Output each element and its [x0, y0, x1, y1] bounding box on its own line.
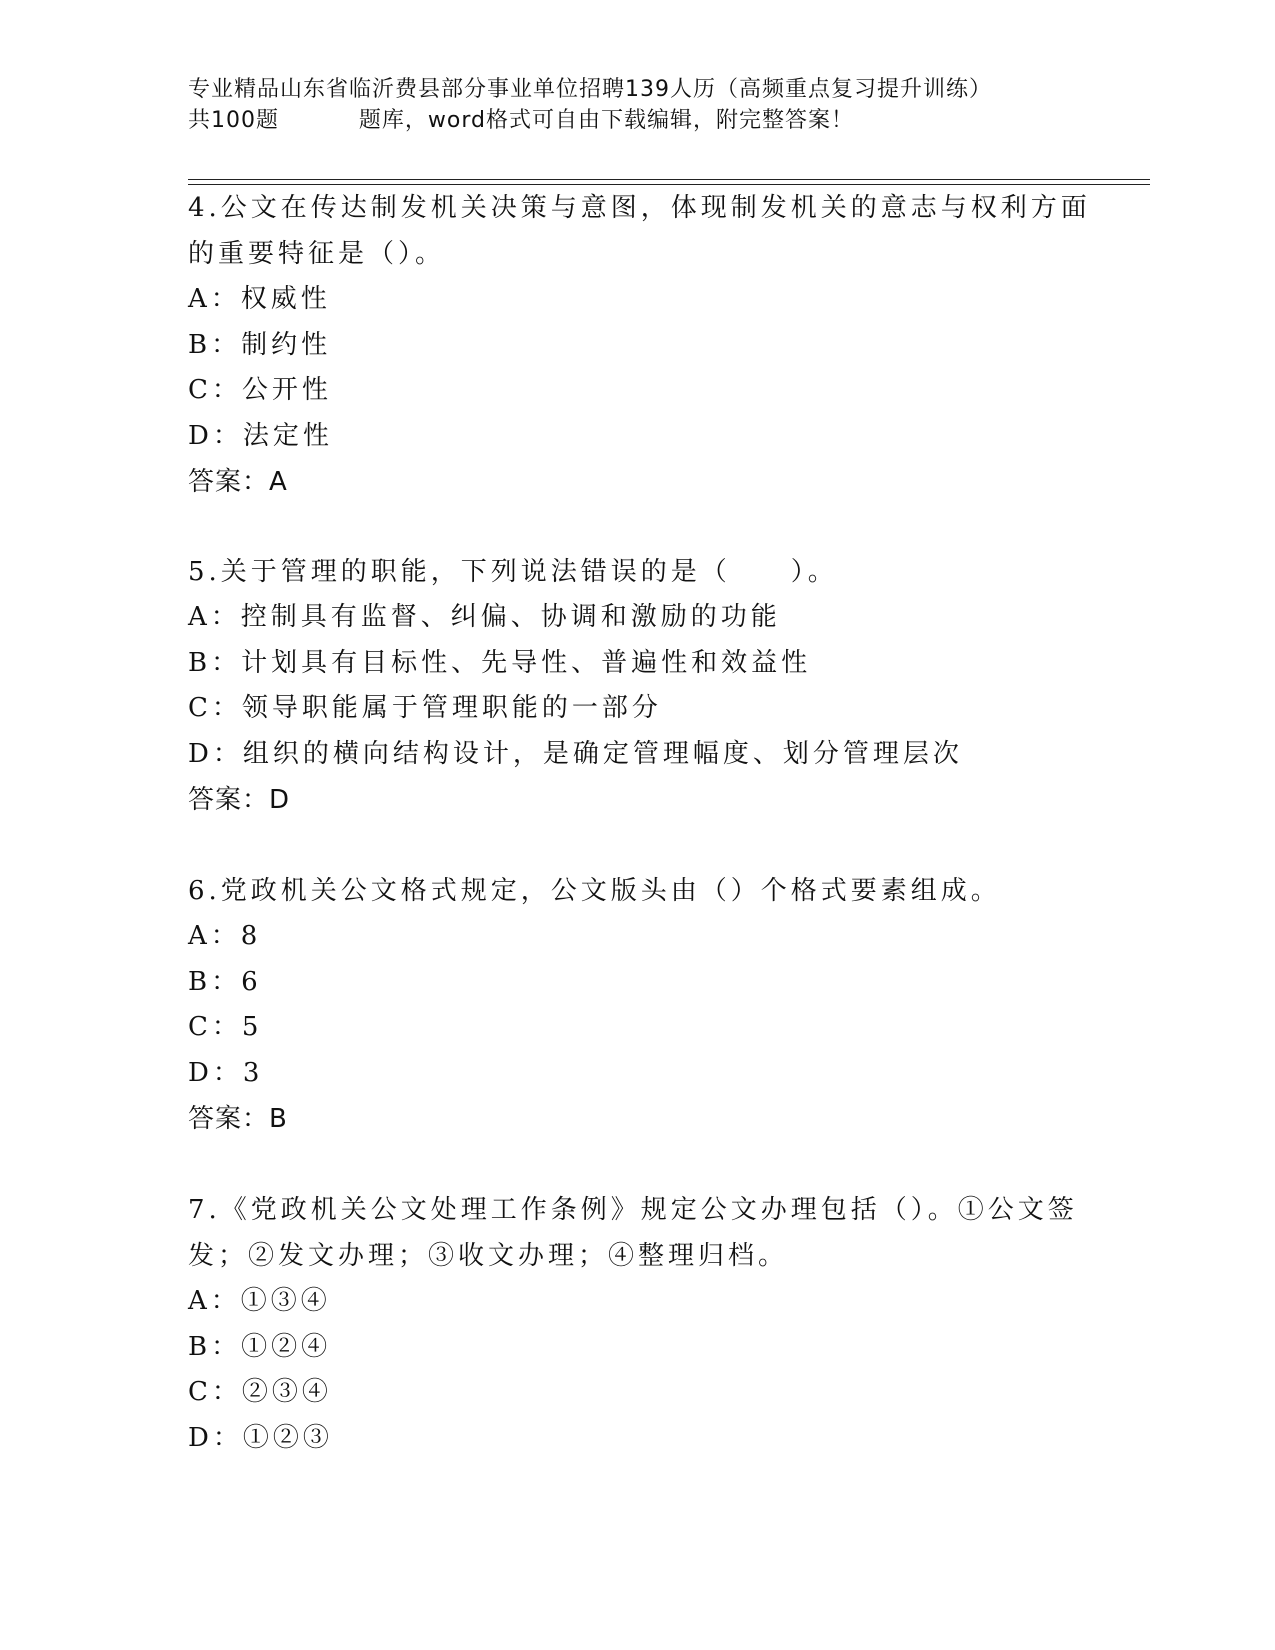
option-a: A：8 [188, 921, 262, 951]
option-c: C：领导职能属于管理职能的一部分 [188, 693, 662, 723]
header-divider-top [188, 179, 1150, 180]
header-title-line-1: 专业精品山东省临沂费县部分事业单位招聘139人历（高频重点复习提升训练） [188, 77, 992, 102]
answer: 答案：B [188, 1104, 288, 1134]
question-stem-continued: 发；②发文办理；③收文办理；④整理归档。 [188, 1241, 789, 1271]
question-stem: 5.关于管理的职能，下列说法错误的是（ ）。 [188, 557, 838, 587]
question-6 [188, 868, 1088, 1142]
answer: 答案：A [188, 467, 288, 497]
option-c: C：公开性 [188, 375, 332, 405]
question-7 [188, 1187, 1088, 1461]
question-5 [188, 549, 1088, 823]
question-stem-continued: 的重要特征是（）。 [188, 239, 446, 269]
option-b: B：计划具有目标性、先导性、普遍性和效益性 [188, 647, 812, 678]
header-title-line-2: 共100题 题库，word格式可自由下载编辑，附完整答案！ [188, 108, 855, 133]
question-4 [188, 185, 1091, 505]
option-d: D：组织的横向结构设计，是确定管理幅度、划分管理层次 [188, 738, 963, 769]
question-stem: 7.《党政机关公文处理工作条例》规定公文办理包括（）。①公文签 [188, 1195, 1078, 1225]
option-a: A：①③④ [188, 1286, 331, 1316]
answer: 答案：D [188, 785, 291, 815]
option-a: A：权威性 [188, 284, 331, 314]
option-c: C：②③④ [188, 1377, 332, 1407]
question-stem: 4.公文在传达制发机关决策与意图，体现制发机关的意志与权利方面 [188, 193, 1091, 223]
option-b: B：①②④ [188, 1331, 332, 1362]
option-b: B：6 [188, 966, 262, 997]
option-d: D：3 [188, 1057, 264, 1088]
document-header [188, 74, 1088, 136]
option-d: D：法定性 [188, 420, 333, 451]
option-d: D：①②③ [188, 1422, 333, 1453]
option-b: B：制约性 [188, 329, 332, 360]
option-a: A：控制具有监督、纠偏、协调和激励的功能 [188, 602, 781, 632]
option-c: C：5 [188, 1012, 263, 1042]
question-stem: 6.党政机关公文格式规定，公文版头由（）个格式要素组成。 [188, 876, 1001, 906]
